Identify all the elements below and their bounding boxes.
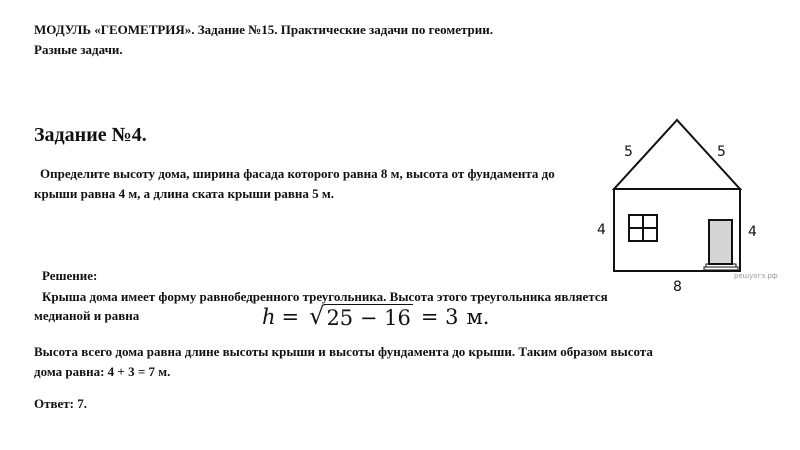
- header-line-2: Разные задачи.: [34, 42, 123, 57]
- header-line-1: МОДУЛЬ «ГЕОМЕТРИЯ». Задание №15. Практические задачи по геометрии.: [34, 22, 494, 37]
- roof-left-label: 5: [624, 144, 633, 160]
- solution-label: Решение:: [42, 268, 98, 283]
- solution-text: Крыша дома имеет форму равнобедренного треугольника. Высота этого треугольника является медианой и равна: [34, 289, 608, 323]
- wall-left-label: 4: [597, 222, 606, 238]
- module-header: [34, 20, 654, 60]
- watermark: решуогэ.рф: [734, 272, 778, 280]
- solution-conclusion: Высота всего дома равна длине высоты крыши и высоты фундамента до крыши. Таким образом высота дома равна: 4 + 3 = 7 м.: [34, 344, 653, 379]
- formula-variable: h: [262, 305, 276, 329]
- task-title: Задание №4.: [34, 124, 147, 146]
- answer: Ответ: 7.: [34, 396, 88, 411]
- roof-right-label: 5: [717, 144, 726, 160]
- problem-statement: Определите высоту дома, ширина фасада которого равна 8 м, высота от фундамента до крыши равна 4 м, а длина ската крыши равна 5 м.: [34, 166, 555, 201]
- formula-result: = 3: [420, 305, 459, 329]
- height-formula: [262, 304, 489, 330]
- window-icon: [629, 215, 657, 241]
- formula-unit: м.: [466, 305, 490, 329]
- formula-equals: =: [281, 305, 300, 329]
- base-label: 8: [673, 279, 682, 295]
- door-icon: [709, 220, 732, 264]
- formula-radicand: 25 − 16: [326, 306, 411, 330]
- house-diagram: [596, 112, 796, 297]
- radical-sign-icon: √: [309, 302, 325, 330]
- wall-right-label: 4: [748, 224, 757, 240]
- square-root: [309, 304, 413, 330]
